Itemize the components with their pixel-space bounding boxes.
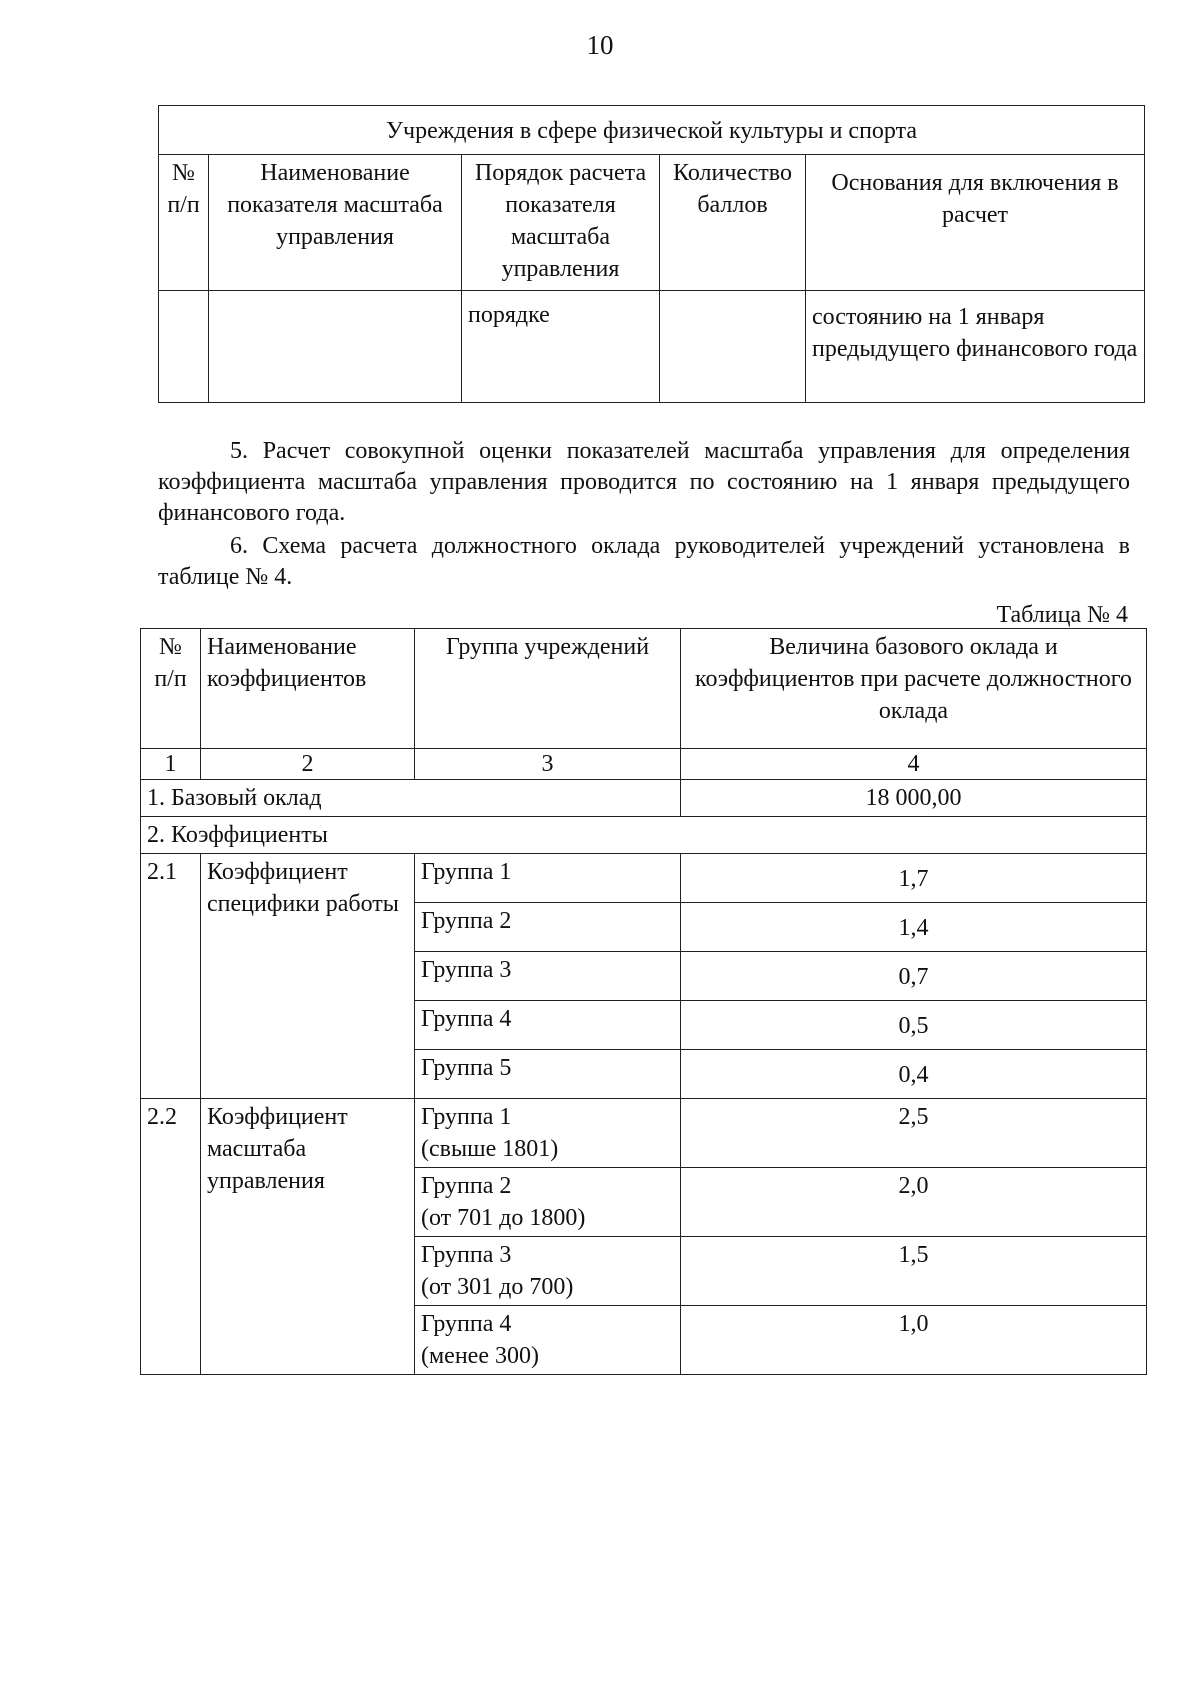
t4-header-num: № п/п bbox=[141, 629, 201, 749]
coef-value: 0,4 bbox=[681, 1050, 1147, 1099]
group-cell bbox=[415, 1168, 681, 1237]
header-indicator-name: Наименование показателя масштаба управления bbox=[209, 155, 462, 291]
coef-value: 1,0 bbox=[681, 1306, 1147, 1375]
t4-header-value: Величина базового оклада и коэффициентов при расчете должностного оклада bbox=[681, 629, 1147, 749]
paragraph-6 bbox=[158, 531, 1130, 593]
group-cell: Группа 2 bbox=[415, 903, 681, 952]
group-cell: Группа 3 bbox=[415, 952, 681, 1001]
coef-value: 2,0 bbox=[681, 1168, 1147, 1237]
group-cell: Группа 5 bbox=[415, 1050, 681, 1099]
col-index: 2 bbox=[201, 749, 415, 780]
coef-value: 1,4 bbox=[681, 903, 1147, 952]
group-cell: Группа 4 bbox=[415, 1001, 681, 1050]
row-name bbox=[209, 291, 462, 403]
col-index: 1 bbox=[141, 749, 201, 780]
coef-num: 2.1 bbox=[141, 854, 201, 1099]
header-points: Количество баллов bbox=[660, 155, 806, 291]
base-salary-label: 1. Базовый оклад bbox=[141, 780, 681, 817]
coefficients-section: 2. Коэффициенты bbox=[141, 817, 1147, 854]
coef-name: Коэффициент масштаба управления bbox=[201, 1099, 415, 1375]
paragraph-6-text: 6. Схема расчета должностного оклада руководителей учреждений установлена в таблице № 4. bbox=[158, 533, 1130, 590]
group-label: Группа 1 bbox=[421, 1104, 512, 1130]
group-cell bbox=[415, 1306, 681, 1375]
coef-num: 2.2 bbox=[141, 1099, 201, 1375]
group-label: Группа 2 bbox=[421, 1173, 512, 1199]
t4-header-name: Наименование коэффициентов bbox=[201, 629, 415, 749]
group-cell bbox=[415, 1237, 681, 1306]
col-index: 3 bbox=[415, 749, 681, 780]
coef-value: 0,5 bbox=[681, 1001, 1147, 1050]
coef-name: Коэффициент специфики работы bbox=[201, 854, 415, 1099]
group-cell: Группа 1 bbox=[415, 854, 681, 903]
coef-value: 1,7 bbox=[681, 854, 1147, 903]
salary-scheme-table bbox=[140, 628, 1147, 1375]
t4-header-group: Группа учреждений bbox=[415, 629, 681, 749]
header-calc-order: Порядок расчета показателя масштаба управления bbox=[462, 155, 660, 291]
table-4-label: Таблица № 4 bbox=[996, 602, 1128, 628]
sports-institutions-table bbox=[158, 105, 1145, 403]
table-caption: Учреждения в сфере физической культуры и спорта bbox=[159, 106, 1145, 155]
row-points bbox=[660, 291, 806, 403]
base-salary-value: 18 000,00 bbox=[681, 780, 1147, 817]
group-cell bbox=[415, 1099, 681, 1168]
coef-value: 0,7 bbox=[681, 952, 1147, 1001]
coef-value: 2,5 bbox=[681, 1099, 1147, 1168]
header-basis: Основания для включения в расчет bbox=[806, 155, 1145, 291]
group-label: Группа 3 bbox=[421, 1242, 512, 1268]
group-range: (свыше 1801) bbox=[421, 1136, 559, 1162]
row-num bbox=[159, 291, 209, 403]
row-basis: состоянию на 1 января предыдущего финансового года bbox=[806, 291, 1145, 403]
page-number: 10 bbox=[586, 30, 614, 60]
group-range: (менее 300) bbox=[421, 1343, 539, 1369]
paragraph-5-text: 5. Расчет совокупной оценки показателей масштаба управления для определения коэффициента масштаба управления проводится по состоянию на 1 января предыдущего финансового года. bbox=[158, 438, 1130, 526]
group-label: Группа 4 bbox=[421, 1311, 512, 1337]
group-range: (от 301 до 700) bbox=[421, 1274, 574, 1300]
group-range: (от 701 до 1800) bbox=[421, 1205, 586, 1231]
coef-value: 1,5 bbox=[681, 1237, 1147, 1306]
col-index: 4 bbox=[681, 749, 1147, 780]
header-num: № п/п bbox=[159, 155, 209, 291]
paragraph-5 bbox=[158, 436, 1130, 529]
row-calc: порядке bbox=[462, 291, 660, 403]
